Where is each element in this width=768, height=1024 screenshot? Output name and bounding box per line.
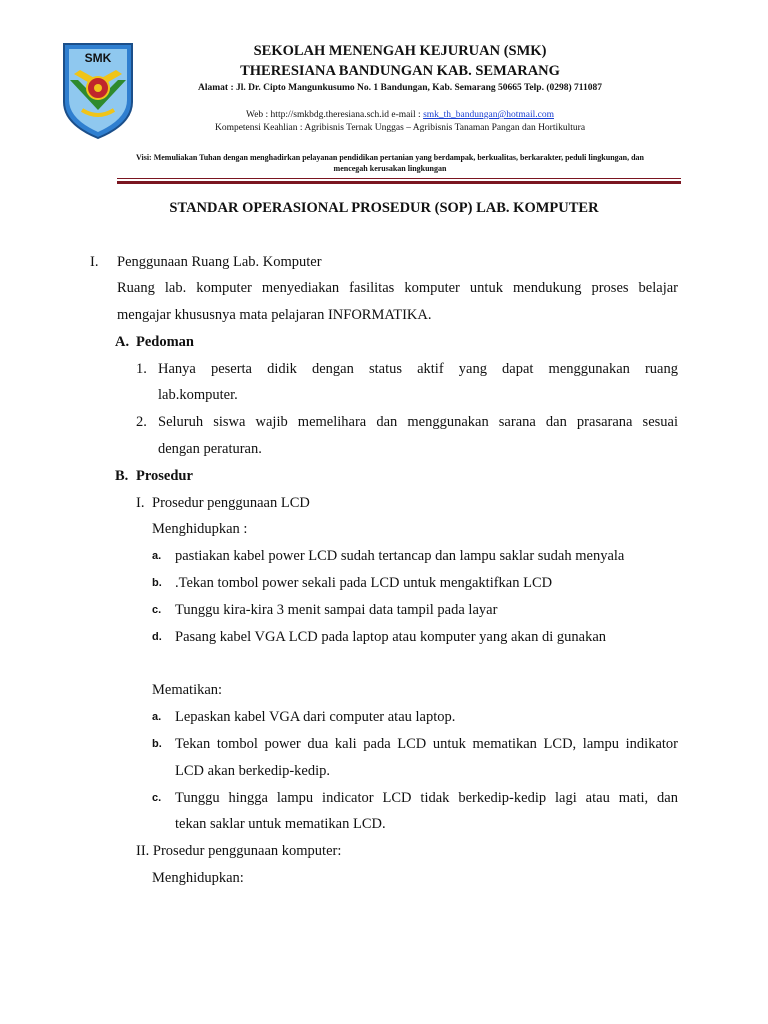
school-address: Alamat : Jl. Dr. Cipto Mangunkusumo No. 1 Bandungan, Kab. Semarang 50665 Telp. (0298) 711087 [198, 83, 602, 93]
step-text: Tekan tombol power dua kali pada LCD untuk mematikan LCD, lampu indikator [175, 736, 678, 752]
web-text: Web : http://smkbdg.theresiana.sch.id e-mail : [246, 110, 424, 120]
list-item-line: dengan peraturan. [158, 441, 262, 457]
header-divider-thick [117, 181, 681, 184]
visi-text [95, 152, 685, 174]
subsection-label: A. [115, 334, 130, 350]
logo-text: SMK [84, 51, 112, 65]
step-text: .Tekan tombol power sekali pada LCD untuk mengaktifkan LCD [175, 575, 553, 591]
list-item-line: Seluruh siswa wajib memelihara dan menggunakan sarana dan prasarana sesuai [158, 414, 678, 430]
step-letter: c. [152, 792, 162, 804]
school-logo [60, 40, 136, 140]
step-group-label: Menghidupkan: [152, 870, 244, 886]
school-name-line1: SEKOLAH MENENGAH KEJURUAN (SMK) [253, 43, 547, 59]
step-text: Lepaskan kabel VGA dari computer atau laptop. [175, 709, 456, 725]
header-divider-thin [117, 178, 681, 179]
procedure-heading: Prosedur penggunaan LCD [152, 495, 310, 511]
subsection-heading: Pedoman [136, 334, 194, 350]
step-text: Pasang kabel VGA LCD pada laptop atau komputer yang akan di gunakan [175, 629, 606, 645]
step-letter: a. [152, 550, 162, 562]
procedure-heading: II. Prosedur penggunaan komputer: [136, 843, 342, 859]
kompetensi-line: Kompetensi Keahlian : Agribisnis Ternak Unggas – Agribisnis Tanaman Pangan dan Hortikultura [214, 123, 586, 133]
step-text: pastiakan kabel power LCD sudah tertancap dan lampu saklar sudah menyala [175, 548, 625, 564]
procedure-number: I. [136, 495, 145, 511]
list-item-line: Hanya peserta didik dengan status aktif yang dapat menggunakan ruang [158, 361, 678, 377]
school-name-line2: THERESIANA BANDUNGAN KAB. SEMARANG [240, 63, 560, 79]
subsection-heading: Prosedur [136, 468, 193, 484]
email-link[interactable]: smk_th_bandungan@hotmail.com [423, 110, 554, 120]
step-group-label: Mematikan: [152, 682, 223, 698]
section-number: I. [90, 254, 99, 270]
step-text: LCD akan berkedip-kedip. [175, 763, 331, 779]
section-heading: Penggunaan Ruang Lab. Komputer [117, 254, 322, 270]
step-text: Tunggu kira-kira 3 menit sampai data tampil pada layar [175, 602, 498, 618]
list-item-line: lab.komputer. [158, 387, 238, 403]
step-letter: c. [152, 604, 162, 616]
step-text: Tunggu hingga lampu indicator LCD tidak berkedip-kedip lagi atau mati, dan [175, 790, 678, 806]
list-number: 1. [136, 361, 147, 377]
paragraph-line: Ruang lab. komputer menyediakan fasilitas komputer untuk mendukung proses belajar [117, 280, 678, 296]
step-letter: d. [152, 631, 162, 643]
list-number: 2. [136, 414, 147, 430]
paragraph-line: mengajar khususnya mata pelajaran INFORMATIKA. [117, 307, 432, 323]
web-email-line [130, 110, 670, 120]
step-letter: b. [152, 738, 162, 750]
visi-line-1: Visi: Memuliakan Tuhan dengan menghadirkan pelayanan pendidikan pertanian yang berdampak, berkualitas, berkarakter, peduli lingkungan, dan [136, 153, 644, 162]
subsection-label: B. [115, 468, 129, 484]
step-text: tekan saklar untuk mematikan LCD. [175, 816, 386, 832]
step-letter: a. [152, 711, 162, 723]
document-title: STANDAR OPERASIONAL PROSEDUR (SOP) LAB. KOMPUTER [169, 200, 599, 216]
visi-line-2: mencegah kerusakan lingkungan [333, 164, 447, 173]
step-group-label: Menghidupkan : [152, 521, 248, 537]
step-letter: b. [152, 577, 162, 589]
